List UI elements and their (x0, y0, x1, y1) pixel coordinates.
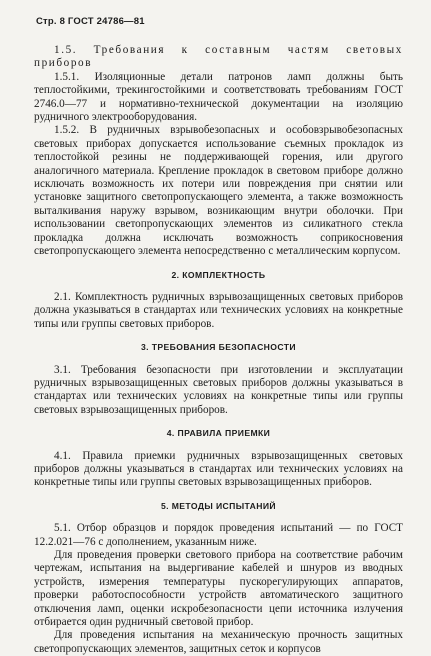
paragraph-4-1: 4.1. Правила приемки рудничных взрывозащищенных световых приборов должны указываться в стандартах или технических условиях на конкретные типы или группы световых взрывозащищенных приборов. (34, 449, 403, 489)
section-title-test-methods: 5. МЕТОДЫ ИСПЫТАНИЙ (160, 500, 277, 511)
paragraph-2-1: 2.1. Комплектность рудничных взрывозащищенных световых приборов должна указываться в стандартах или технических условиях на конкретные типы или группы световых приборов. (34, 290, 403, 330)
section-title-acceptance: 4. ПРАВИЛА ПРИЕМКИ (166, 428, 271, 439)
paragraph-5-1-c: Для проведения испытания на механическую прочность защитных светопропускающих элементов, защитных сеток и корпусов (34, 629, 403, 655)
page-header: Стр. 8 ГОСТ 24786—81 (36, 16, 145, 27)
section-title-completeness: 2. КОМПЛЕКТНОСТЬ (171, 269, 266, 280)
paragraph-5-1: 5.1. Отбор образцов и порядок проведения испытаний — по ГОСТ 12.2.021—76 с дополнением, указанным ниже. (34, 522, 403, 548)
paragraph-5-1-b: Для проведения проверки светового прибора на соответствие рабочим чертежам, испытания на выдергивание кабелей и шнуров из вводных устройств, измерения температуры пускорегулирующих аппаратов, проверки работоспособности устройств автоматического защитного отключения ламп, оценки искробезопасности цепи источника излучения отбирается один рудничный световой прибор. (34, 549, 403, 629)
subsection-heading: 1.5. Требования к составным частям световых приборов (34, 44, 403, 70)
paragraph-1-5-2: 1.5.2. В рудничных взрывобезопасных и особовзрывобезопасных световых приборах допускается использование съемных прокладок из теплостойкой резины не поддерживающей горения, или другого аналогичного материала. Крепление прокладок в световом приборе должно исключать возможность их потери или повреждения при снятии или установке защитного светопропускающего элемента, а также возможность выталкивания наружу взрывом, возникающим внутри оболочки. При использовании светопропускающих элементов из силикатного стекла прокладка должна исключать возможность соприкосновения светопропускающего элемента непосредственно с металлическим корпусом. (34, 124, 403, 258)
paragraph-1-5-1: 1.5.1. Изоляционные детали патронов ламп должны быть теплостойкими, трекингостойкими и соответствовать требованиям ГОСТ 2746.0—77 и нормативно-технической документации на изоляцию рудничного электрооборудования. (34, 70, 403, 124)
section-title-safety: 3. ТРЕБОВАНИЯ БЕЗОПАСНОСТИ (140, 342, 296, 353)
page-content (34, 44, 403, 656)
paragraph-3-1: 3.1. Требования безопасности при изготовлении и эксплуатации рудничных взрывозащищенных световых приборов должны указываться в стандартах или технических условиях на конкретные типы или группы световых взрывозащищенных приборов. (34, 363, 403, 416)
